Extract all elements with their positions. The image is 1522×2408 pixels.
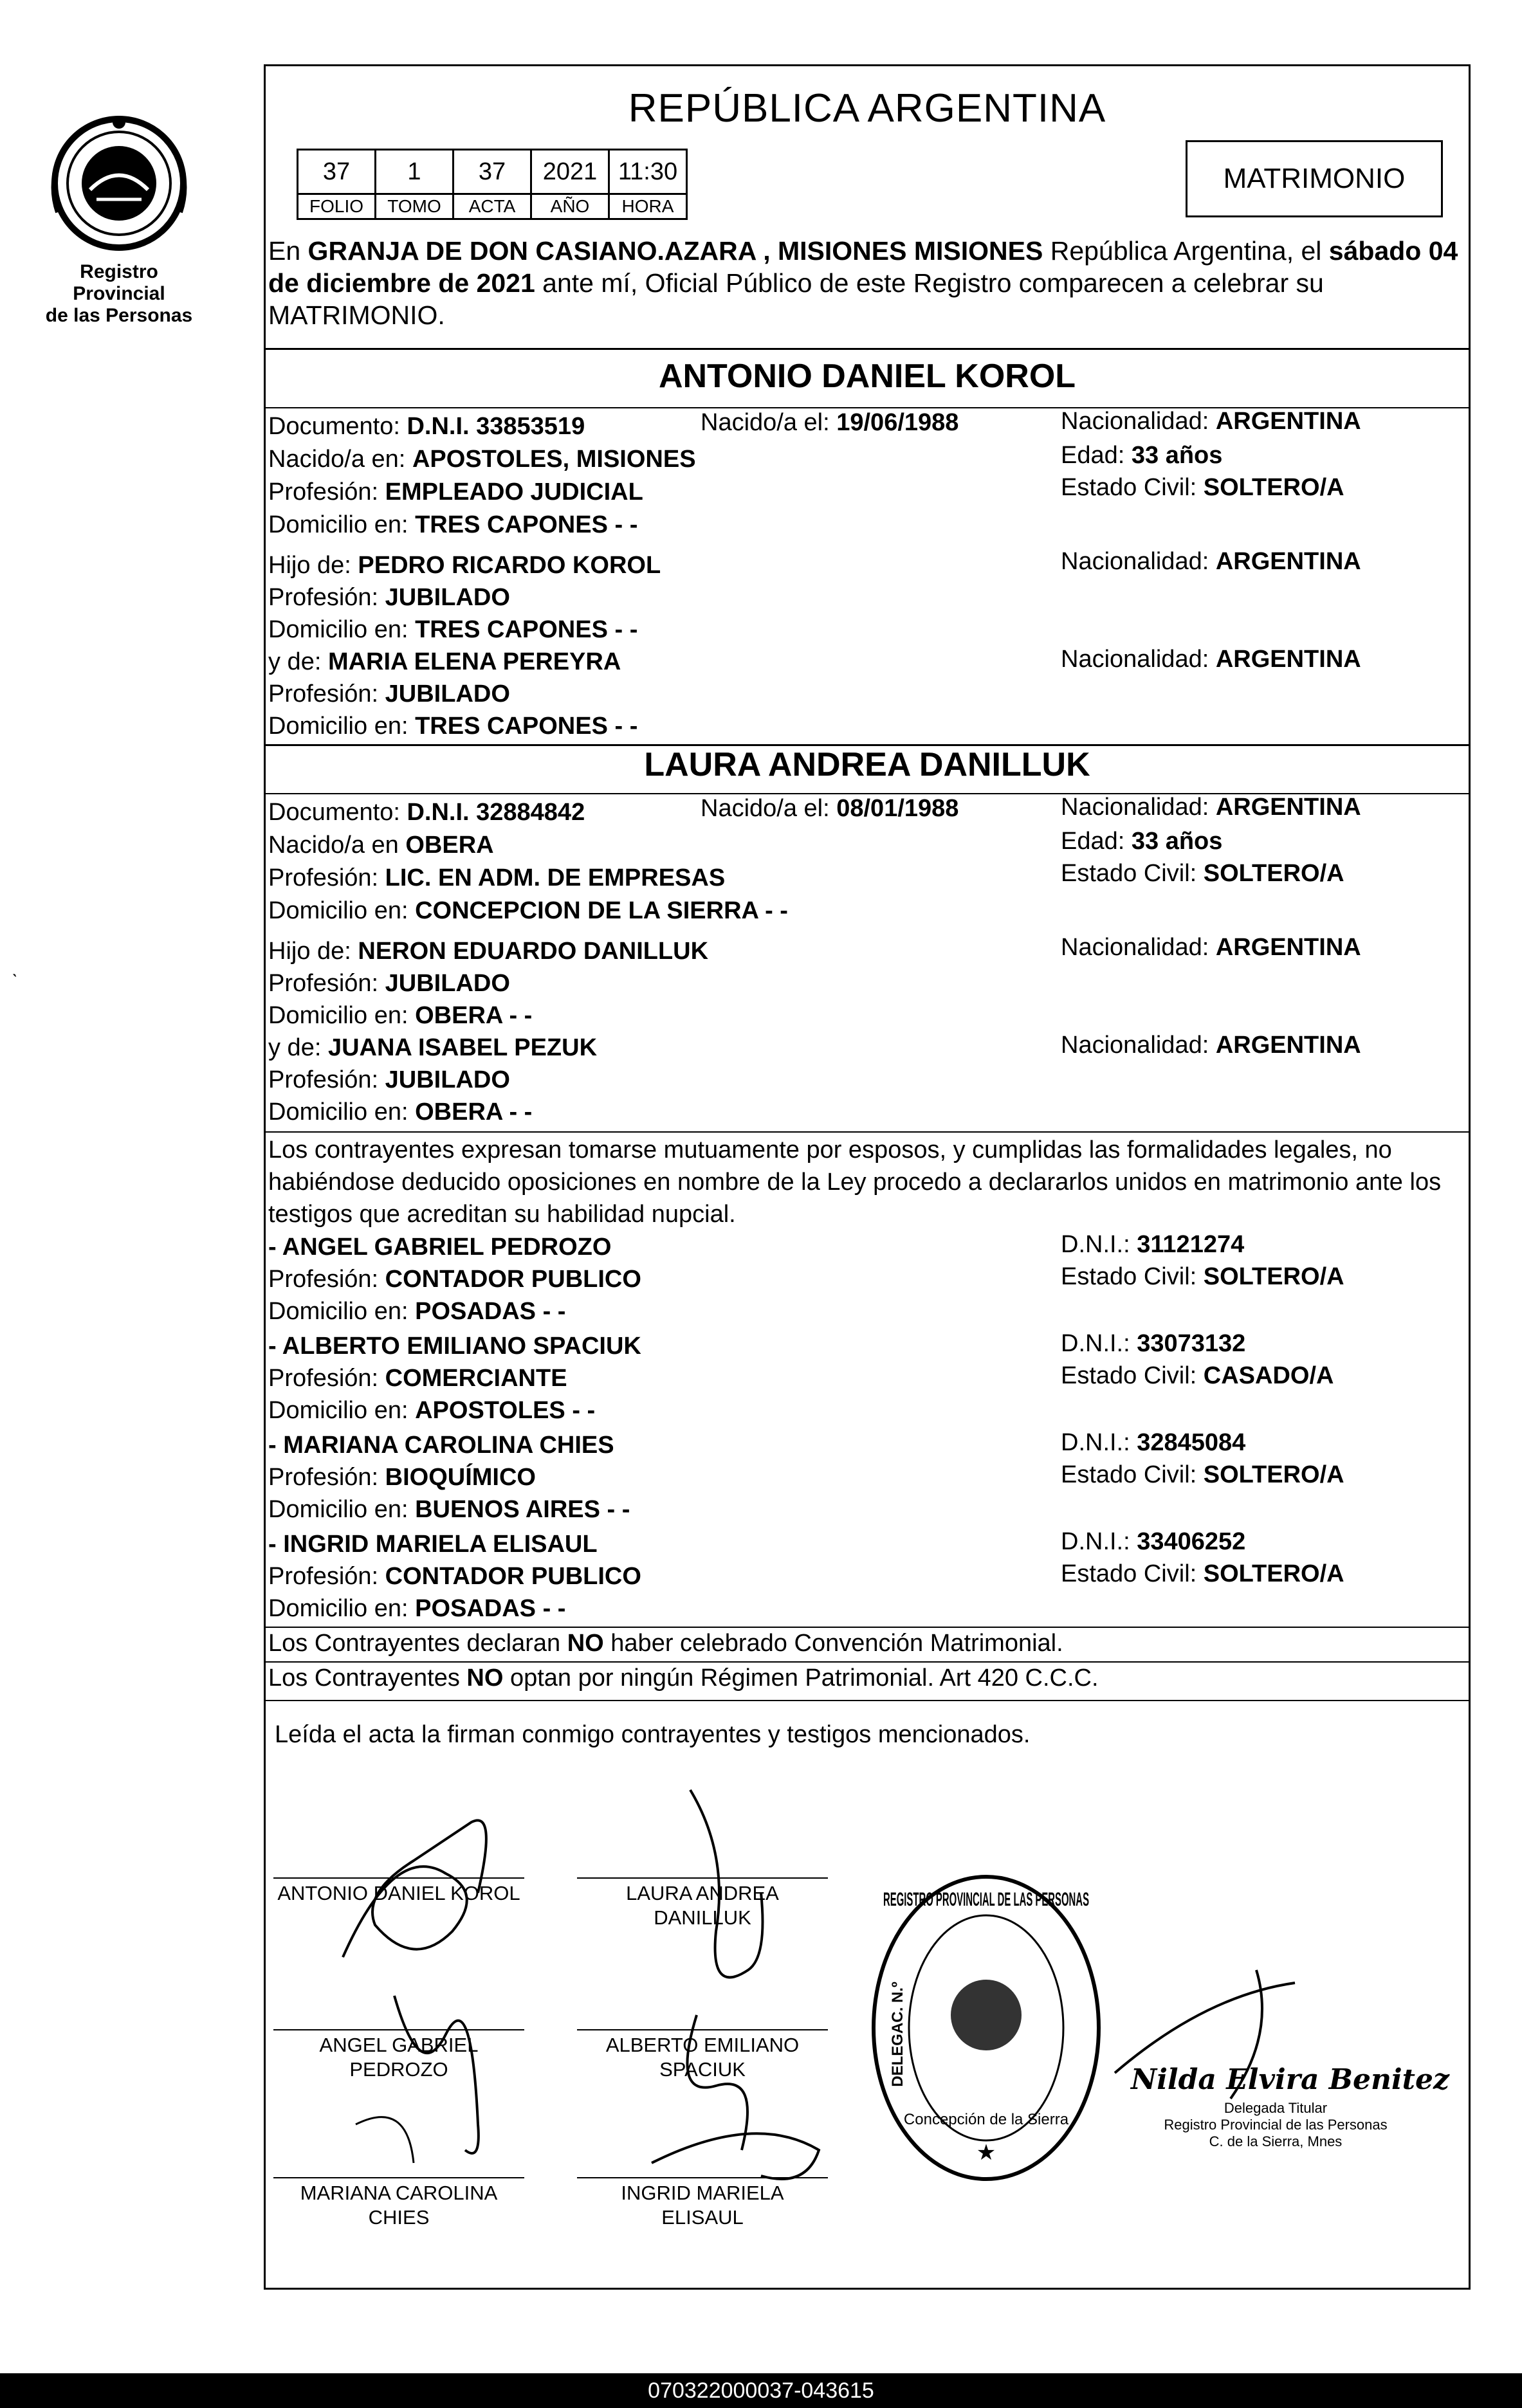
spouse1-mother: y de: MARIA ELENA PEREYRA — [268, 648, 621, 675]
document-type: MATRIMONIO — [1223, 163, 1406, 194]
spouse2-birthplace: Nacido/a en OBERA — [268, 832, 494, 859]
margin-mark: ˋ — [12, 971, 18, 992]
witness1-profession: Profesión: CONTADOR PUBLICO — [268, 1266, 641, 1293]
hora-label: HORA — [609, 194, 687, 219]
official-caption-line3: C. de la Sierra, Mnes — [1209, 2133, 1343, 2149]
witness4-name: - INGRID MARIELA ELISAUL — [268, 1531, 598, 1558]
signature-line — [577, 1877, 828, 1879]
official-caption-line2: Registro Provincial de las Personas — [1164, 2117, 1388, 2133]
spouse2-mother-address: Domicilio en: OBERA - - — [268, 1099, 533, 1126]
spouse2-father: Hijo de: NERON EDUARDO DANILLUK — [268, 938, 709, 965]
signature-intro: Leída el acta la firman conmigo contrayentes y testigos mencionados. — [275, 1721, 1031, 1748]
spouse1-father-profession: Profesión: JUBILADO — [268, 584, 510, 611]
witness2-name: - ALBERTO EMILIANO SPACIUK — [268, 1333, 641, 1360]
folio-label: FOLIO — [298, 194, 376, 219]
spouse1-name: ANTONIO DANIEL KOROL — [658, 358, 1076, 395]
official-caption-line1: Delegada Titular — [1224, 2100, 1328, 2116]
spouse1-civil-status: Estado Civil: SOLTERO/A — [1061, 474, 1344, 501]
signer5-name: MARIANA CAROLINA CHIES — [300, 2182, 498, 2229]
spouse1-mother-profession: Profesión: JUBILADO — [268, 680, 510, 707]
official-caption — [1121, 2100, 1430, 2150]
acta-label: ACTA — [454, 194, 531, 219]
spouse2-mother: y de: JUANA ISABEL PEZUK — [268, 1034, 598, 1061]
seal-caption-line1: Registro Provincial — [73, 261, 165, 304]
intro-date: sábado 04 de diciembre de 2021 — [268, 236, 1458, 298]
anio-label: AÑO — [531, 194, 609, 219]
seal-caption-line2: de las Personas — [45, 305, 193, 326]
regime-statement: Los Contrayentes NO optan por ningún Régimen Patrimonial. Art 420 C.C.C. — [268, 1665, 1099, 1692]
witness2-civil-status: Estado Civil: CASADO/A — [1061, 1362, 1334, 1389]
provincial-seal-emblem — [45, 109, 193, 257]
witness3-dni: D.N.I.: 32845084 — [1061, 1429, 1246, 1456]
spouse1-father-address: Domicilio en: TRES CAPONES - - — [268, 616, 638, 643]
folio-value: 37 — [298, 150, 376, 194]
signature-line — [273, 1877, 524, 1879]
spouse1-father: Hijo de: PEDRO RICARDO KOROL — [268, 552, 661, 579]
spouse2-profession: Profesión: LIC. EN ADM. DE EMPRESAS — [268, 864, 726, 891]
witness2-profession: Profesión: COMERCIANTE — [268, 1365, 567, 1392]
spouse1-mother-address: Domicilio en: TRES CAPONES - - — [268, 713, 638, 740]
divider — [266, 1131, 1469, 1133]
spouse2-father-address: Domicilio en: OBERA - - — [268, 1002, 533, 1029]
hora-value: 11:30 — [609, 150, 687, 194]
intro-paragraph — [268, 235, 1466, 331]
certificate-frame — [264, 64, 1471, 2290]
spouse2-mother-nationality: Nacionalidad: ARGENTINA — [1061, 1032, 1361, 1059]
tomo-value: 1 — [376, 150, 454, 194]
stamp-center-text: Concepción de la Sierra — [903, 2111, 1069, 2128]
official-signature-flourish — [1102, 1957, 1334, 2124]
witness1-name: - ANGEL GABRIEL PEDROZO — [268, 1234, 612, 1261]
witness4-civil-status: Estado Civil: SOLTERO/A — [1061, 1560, 1344, 1587]
registry-table — [297, 149, 688, 220]
intro-suffix: ante mí, Oficial Público de este Registro comparecen a celebrar su MATRIMONIO. — [268, 268, 1324, 330]
signature-line — [273, 2029, 524, 2030]
signature-line — [577, 2029, 828, 2030]
document-code-footer: 070322000037-043615 — [0, 2373, 1522, 2408]
spouse2-document: Documento: D.N.I. 32884842 — [268, 799, 585, 826]
stamp-left-text: DELEGAC. N.º — [889, 1982, 906, 2087]
witness1-address: Domicilio en: POSADAS - - — [268, 1298, 566, 1325]
witness1-civil-status: Estado Civil: SOLTERO/A — [1061, 1263, 1344, 1290]
spouse1-birthdate: Nacido/a el: 19/06/1988 — [701, 409, 959, 436]
page-title: REPÚBLICA ARGENTINA — [628, 86, 1106, 131]
witness3-address: Domicilio en: BUENOS AIRES - - — [268, 1496, 630, 1523]
tomo-label: TOMO — [376, 194, 454, 219]
spouse2-nationality: Nacionalidad: ARGENTINA — [1061, 794, 1361, 821]
spouse2-name: LAURA ANDREA DANILLUK — [644, 746, 1090, 783]
anio-value: 2021 — [531, 150, 609, 194]
signer3-name: ANGEL GABRIEL PEDROZO — [319, 2034, 479, 2081]
intro-mid: República Argentina, el — [1043, 236, 1329, 266]
spouse1-nationality: Nacionalidad: ARGENTINA — [1061, 408, 1361, 435]
spouse2-mother-profession: Profesión: JUBILADO — [268, 1066, 510, 1093]
signature-scribble-2 — [600, 1764, 832, 2189]
signer6-name: INGRID MARIELA ELISAUL — [621, 2182, 784, 2229]
spouse1-mother-nationality: Nacionalidad: ARGENTINA — [1061, 646, 1361, 673]
witness4-address: Domicilio en: POSADAS - - — [268, 1595, 566, 1622]
declaration-text: Los contrayentes expresan tomarse mutuamente por esposos, y cumplidas las formalidades legales, no habiéndose deducido oposiciones en nombre de la Ley procedo a declararlos unidos en matrimonio ante los testigos que acreditan su habilidad nupcial. — [268, 1136, 1442, 1228]
signer1-name: ANTONIO DANIEL KOROL — [277, 1882, 520, 1904]
signature-scribble-1 — [317, 1764, 523, 2176]
spouse2-civil-status: Estado Civil: SOLTERO/A — [1061, 860, 1344, 887]
document-type-box — [1186, 140, 1443, 217]
spouse1-father-nationality: Nacionalidad: ARGENTINA — [1061, 548, 1361, 575]
witness2-dni: D.N.I.: 33073132 — [1061, 1330, 1246, 1357]
signature-line — [273, 2177, 524, 2178]
witness4-profession: Profesión: CONTADOR PUBLICO — [268, 1563, 641, 1590]
spouse2-father-profession: Profesión: JUBILADO — [268, 970, 510, 997]
spouse2-address: Domicilio en: CONCEPCION DE LA SIERRA - - — [268, 897, 788, 924]
witness1-dni: D.N.I.: 31121274 — [1061, 1231, 1245, 1258]
official-stamp — [864, 1867, 1108, 2189]
spouse2-age: Edad: 33 años — [1061, 828, 1223, 855]
stamp-ring-text: REGISTRO PROVINCIAL DE LAS PERSONAS — [883, 1889, 1089, 1910]
witness3-civil-status: Estado Civil: SOLTERO/A — [1061, 1461, 1344, 1488]
spouse1-birthplace: Nacido/a en: APOSTOLES, MISIONES — [268, 446, 696, 473]
spouse1-document: Documento: D.N.I. 33853519 — [268, 413, 585, 440]
divider — [266, 348, 1469, 350]
signer2-name: LAURA ANDREA DANILLUK — [626, 1882, 779, 1929]
signature-line — [577, 2177, 828, 2178]
convention-statement: Los Contrayentes declaran NO haber celebrado Convención Matrimonial. — [268, 1630, 1063, 1657]
official-signature: Nilda Elvira Benitez — [1131, 2063, 1449, 2096]
witness3-profession: Profesión: BIOQUÍMICO — [268, 1464, 536, 1491]
spouse2-father-nationality: Nacionalidad: ARGENTINA — [1061, 934, 1361, 961]
witness3-name: - MARIANA CAROLINA CHIES — [268, 1432, 614, 1459]
witness2-address: Domicilio en: APOSTOLES - - — [268, 1397, 596, 1424]
intro-prefix: En — [268, 236, 308, 266]
provincial-seal — [39, 109, 199, 327]
acta-value: 37 — [454, 150, 531, 194]
witness4-dni: D.N.I.: 33406252 — [1061, 1528, 1246, 1555]
spouse1-profession: Profesión: EMPLEADO JUDICIAL — [268, 479, 643, 506]
stamp-star-icon: ★ — [976, 2140, 996, 2166]
intro-place: GRANJA DE DON CASIANO.AZARA , MISIONES MISIONES — [307, 236, 1043, 266]
spouse1-address: Domicilio en: TRES CAPONES - - — [268, 511, 638, 538]
signer4-name: ALBERTO EMILIANO SPACIUK — [605, 2034, 800, 2081]
spouse2-birthdate: Nacido/a el: 08/01/1988 — [701, 795, 959, 822]
divider — [266, 1700, 1469, 1701]
spouse1-age: Edad: 33 años — [1061, 442, 1223, 469]
